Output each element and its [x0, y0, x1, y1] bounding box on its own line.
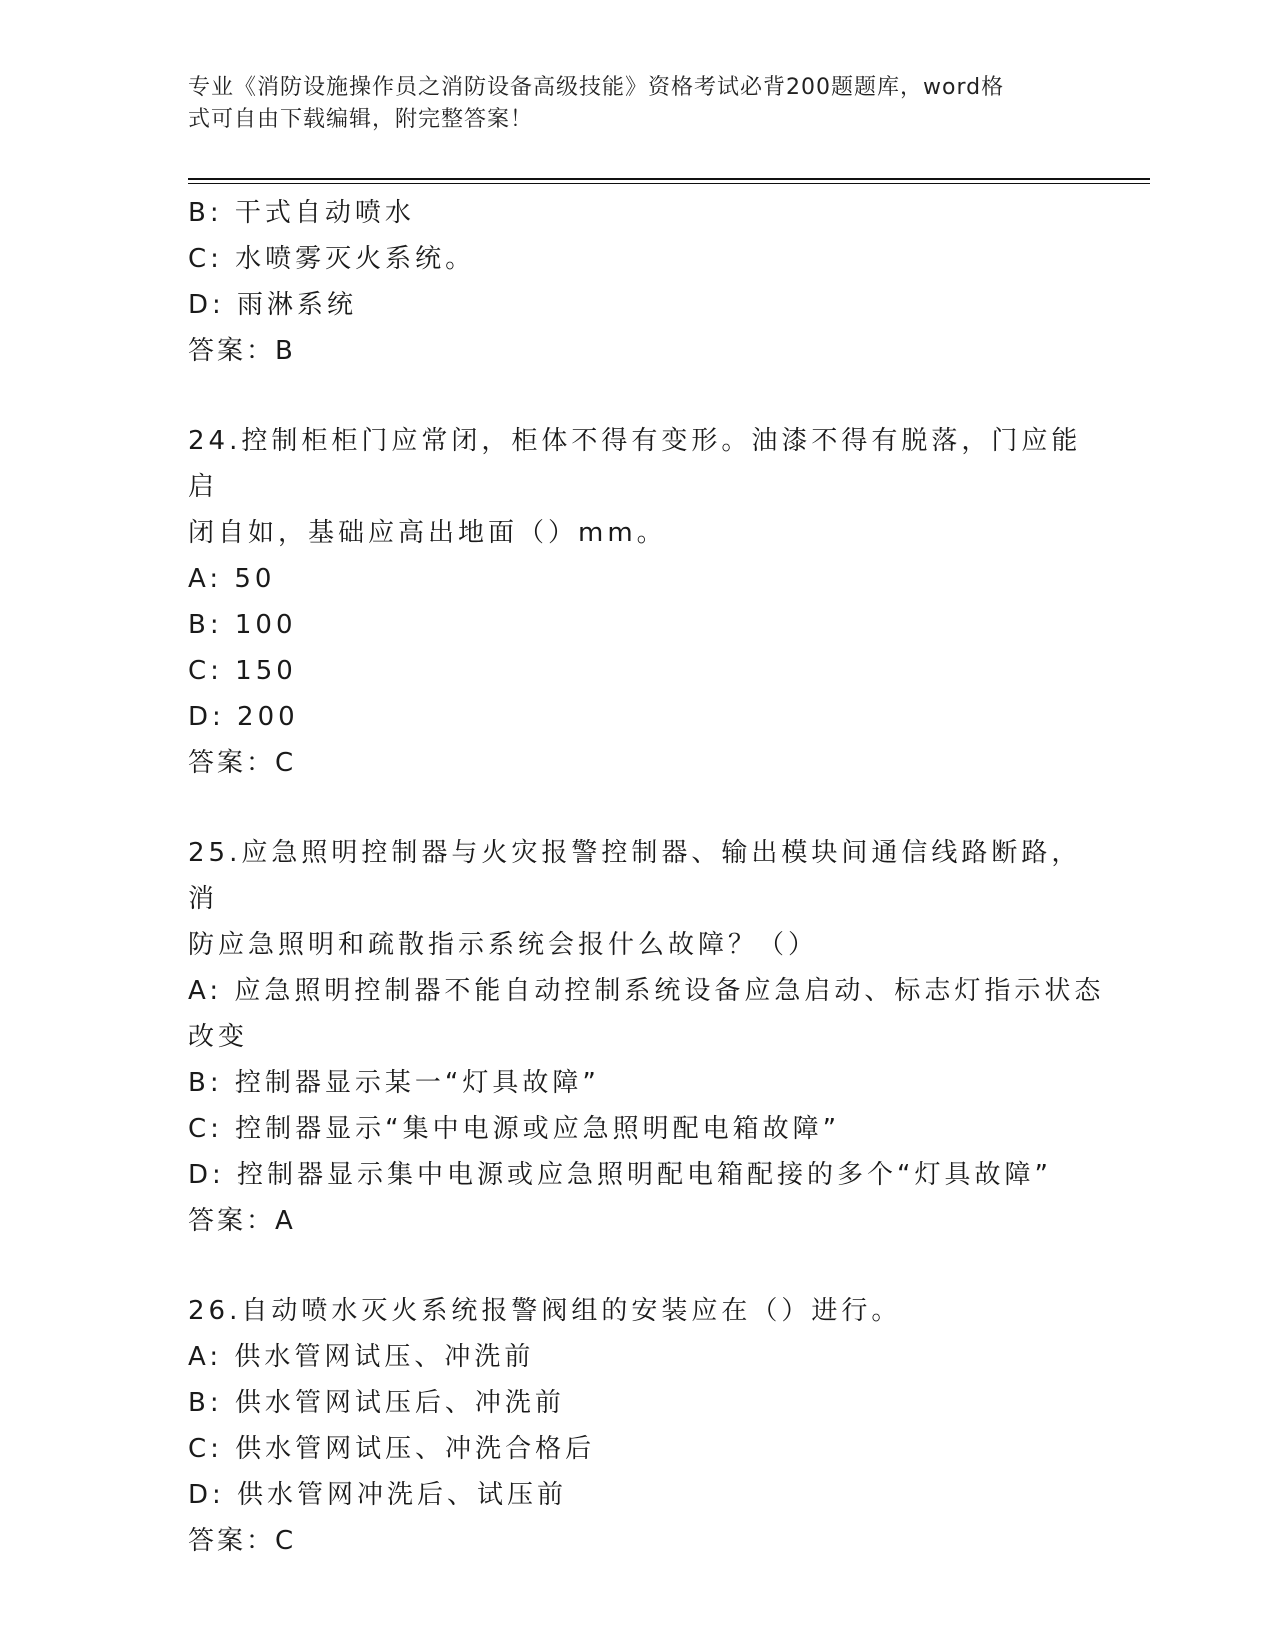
option-d: D: 控制器显示集中电源或应急照明配电箱配接的多个“灯具故障” [188, 1160, 1052, 1190]
question-25 [188, 830, 1105, 1244]
question-stem-line: 25.应急照明控制器与火灾报警控制器、输出模块间通信线路断路，消 [188, 838, 1082, 914]
question-stem-line: 防应急照明和疏散指示系统会报什么故障？（） [188, 930, 819, 960]
answer: 答案：A [188, 1206, 296, 1236]
question-list [188, 190, 1105, 1564]
option-c: C: 供水管网试压、冲洗合格后 [188, 1434, 596, 1464]
option-d: D: 雨淋系统 [188, 290, 358, 320]
header-line-2: 式可自由下载编辑，附完整答案！ [188, 107, 534, 132]
header-line-1: 专业《消防设施操作员之消防设备高级技能》资格考试必背200题题库，word格 [188, 75, 1005, 100]
option-c: C: 水喷雾灭火系统。 [188, 244, 476, 274]
option-b: B: 100 [188, 610, 297, 640]
option-b: B: 供水管网试压后、冲洗前 [188, 1388, 565, 1418]
option-d: D: 200 [188, 702, 299, 732]
question-stem-line: 24.控制柜柜门应常闭，柜体不得有变形。油漆不得有脱落，门应能启 [188, 426, 1082, 502]
question-26 [188, 1288, 1088, 1564]
option-c: C: 150 [188, 656, 297, 686]
header-divider-thick [188, 178, 1150, 180]
option-c: C: 控制器显示“集中电源或应急照明配电箱故障” [188, 1114, 841, 1144]
document-header [188, 72, 1068, 136]
question-stem-line: 26.自动喷水灭火系统报警阀组的安装应在（）进行。 [188, 1296, 902, 1326]
option-b: B: 干式自动喷水 [188, 198, 415, 228]
question-24 [188, 418, 1088, 786]
question-fragment [188, 190, 1088, 374]
answer: 答案：B [188, 336, 296, 366]
option-d: D: 供水管网冲洗后、试压前 [188, 1480, 568, 1510]
question-stem-line: 闭自如，基础应高出地面（）mm。 [188, 518, 667, 548]
answer: 答案：C [188, 1526, 297, 1556]
option-a: A: 应急照明控制器不能自动控制系统设备应急启动、标志灯指示状态 [188, 976, 1105, 1006]
option-a: A: 供水管网试压、冲洗前 [188, 1342, 535, 1372]
answer: 答案：C [188, 748, 297, 778]
option-a: A: 50 [188, 564, 276, 594]
option-a-continuation: 改变 [188, 1022, 249, 1052]
header-divider-thin [188, 183, 1150, 184]
option-b: B: 控制器显示某一“灯具故障” [188, 1068, 600, 1098]
